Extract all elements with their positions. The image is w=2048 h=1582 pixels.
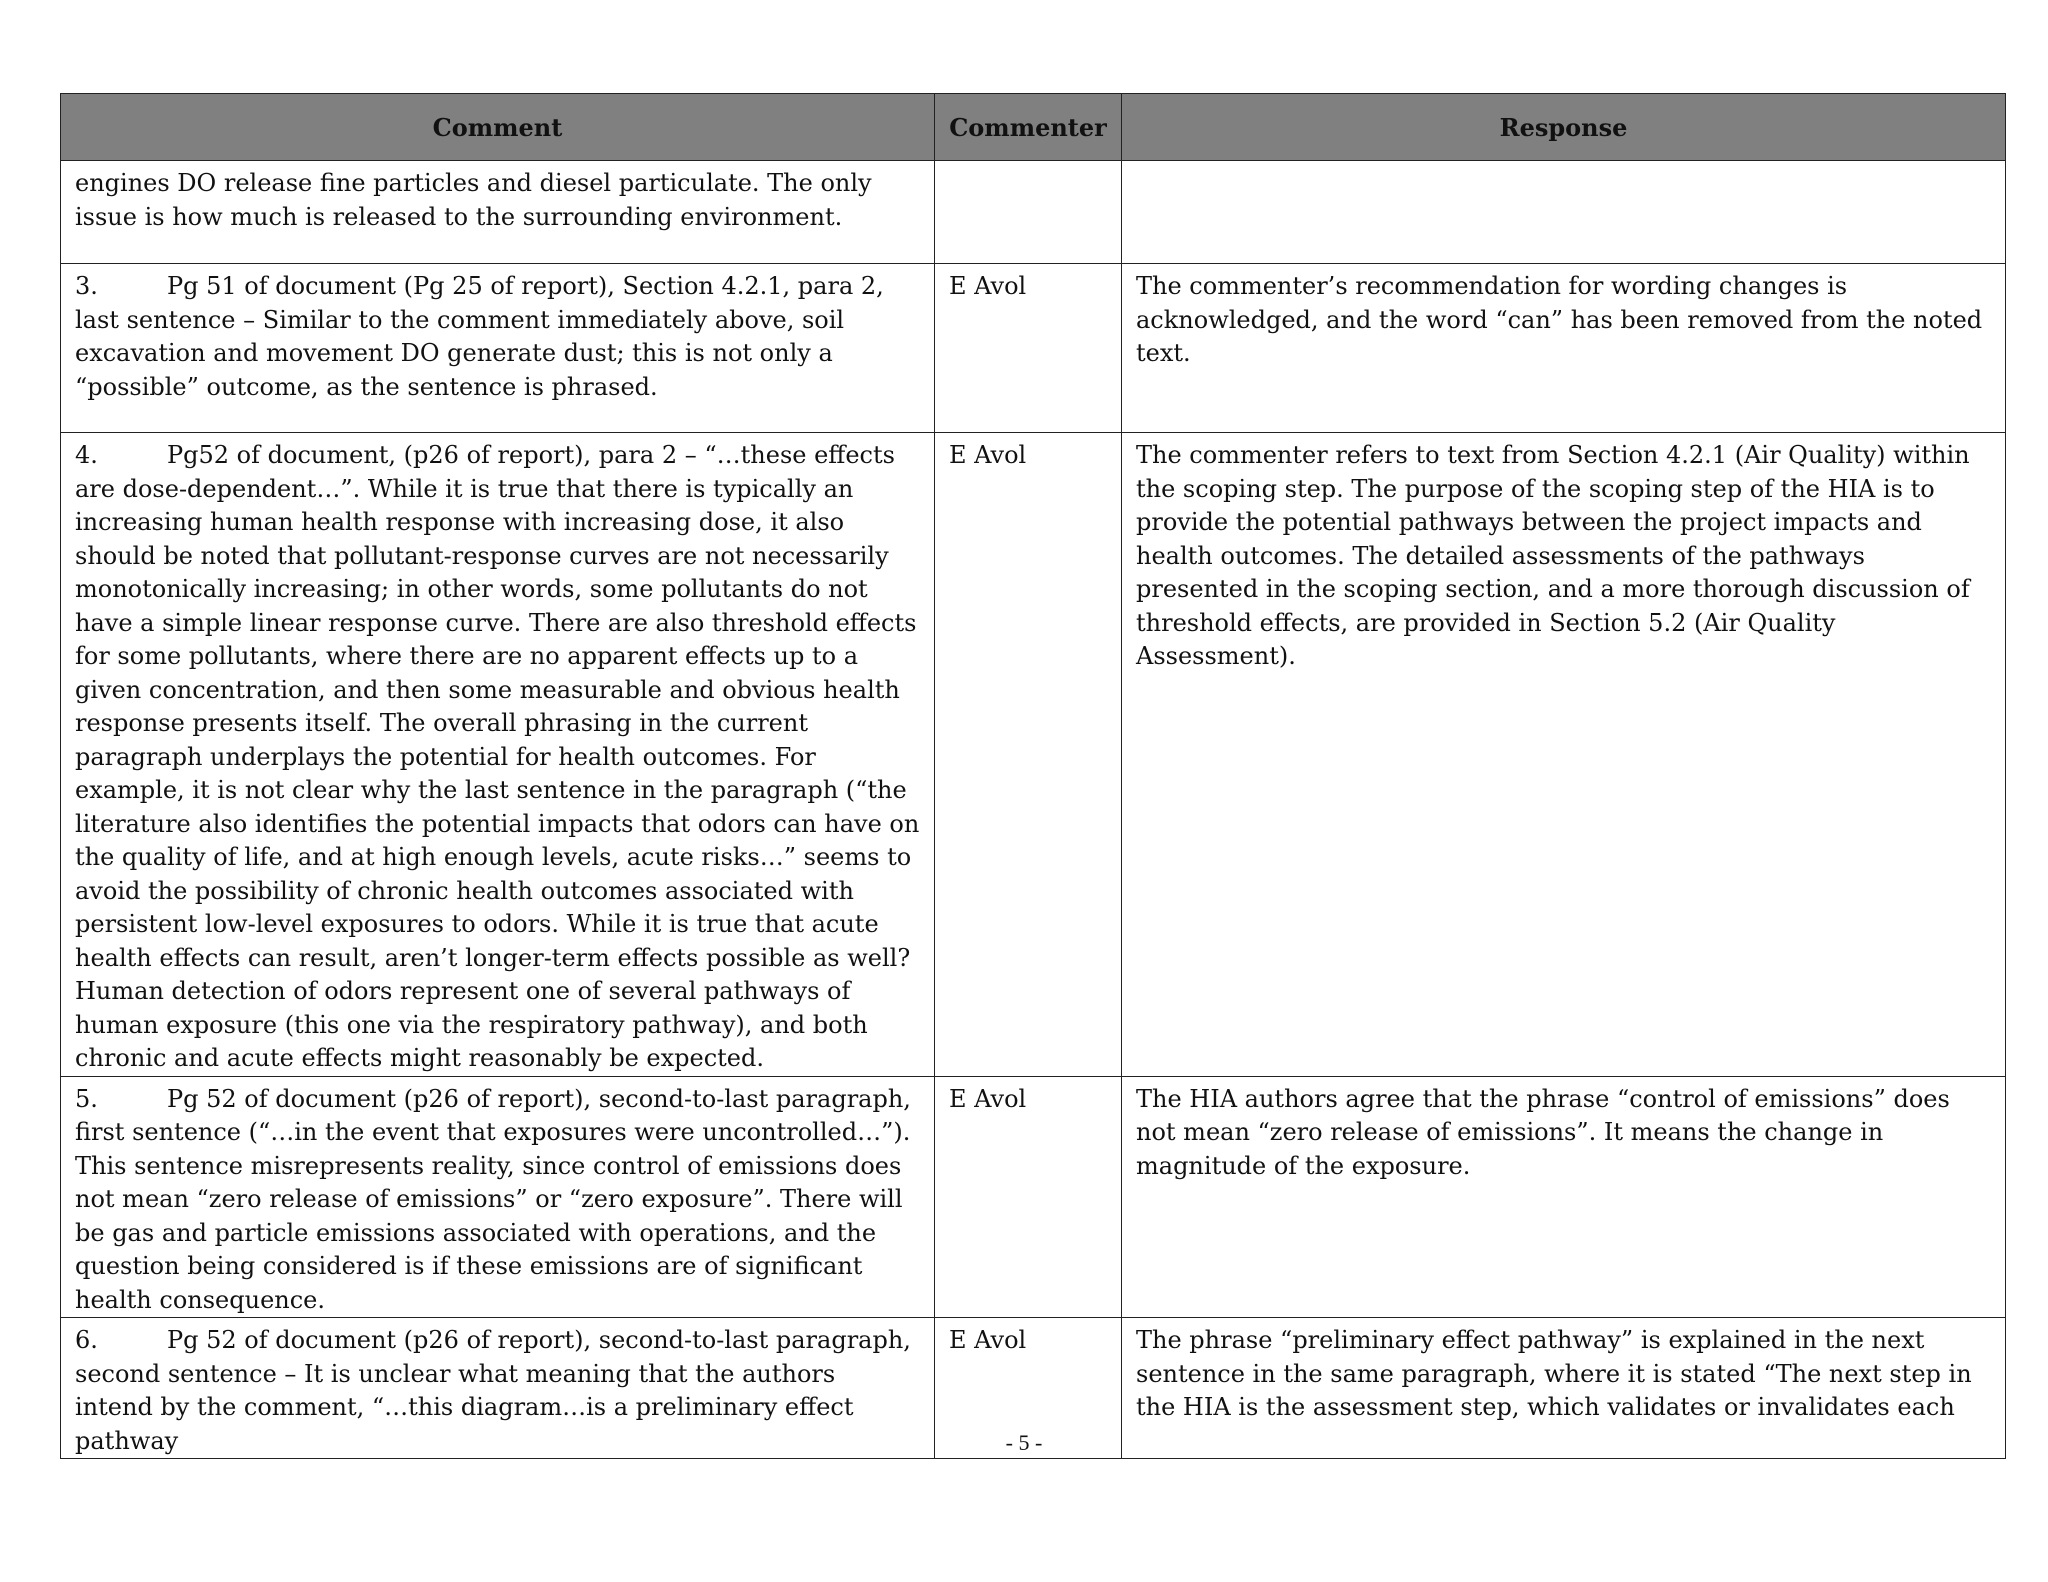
response-cell: The phrase “preliminary effect pathway” is explained in the next sentence in the same paragraph, where it is stated “The next step in the HIA is the assessment step, which validates or invalidates each bbox=[1122, 1318, 2006, 1459]
table-row bbox=[61, 264, 2006, 433]
comment-text: Pg 52 of document (p26 of report), second-to-last paragraph, second sentence – It is unclear what meaning that the authors intend by the comment, “…this diagram…is a preliminary effect pathway bbox=[75, 1326, 911, 1455]
commenter-cell: E Avol bbox=[935, 433, 1122, 1077]
response-cell: The commenter’s recommendation for wording changes is acknowledged, and the word “can” has been removed from the noted text. bbox=[1122, 264, 2006, 433]
comment-text: Pg 51 of document (Pg 25 of report), Section 4.2.1, para 2, last sentence – Similar to the comment immediately above, soil excavation and movement DO generate dust; this is not only a “possible” outcome, as the sentence is phrased. bbox=[75, 272, 884, 401]
comment-response-table bbox=[60, 93, 2006, 1459]
comment-cell bbox=[61, 264, 935, 433]
comment-cell bbox=[61, 433, 935, 1077]
response-cell: The HIA authors agree that the phrase “control of emissions” does not mean “zero release of emissions”. It means the change in magnitude of the exposure. bbox=[1122, 1076, 2006, 1318]
page-number: - 5 - bbox=[1005, 1430, 1043, 1455]
comment-cell bbox=[61, 1076, 935, 1318]
commenter-cell: E Avol bbox=[935, 1318, 1122, 1459]
comment-text: Pg 52 of document (p26 of report), second-to-last paragraph, first sentence (“…in the event that exposures were uncontrolled…”). This sentence misrepresents reality, since control of emissions does not mean “zero release of emissions” or “zero exposure”. There will be gas and particle emissions associated with operations, and the question being considered is if these emissions are of significant health consequence. bbox=[75, 1084, 911, 1314]
table-row bbox=[61, 433, 2006, 1077]
comment-number: 3. bbox=[75, 272, 98, 300]
commenter-cell: E Avol bbox=[935, 264, 1122, 433]
comment-cell bbox=[61, 161, 935, 264]
table-row bbox=[61, 161, 2006, 264]
commenter-cell bbox=[935, 161, 1122, 264]
table-row bbox=[61, 1076, 2006, 1318]
response-cell: The commenter refers to text from Section 4.2.1 (Air Quality) within the scoping step. The purpose of the scoping step of the HIA is to provide the potential pathways between the project impacts and health outcomes. The detailed assessments of the pathways presented in the scoping section, and a more thorough discussion of threshold effects, are provided in Section 5.2 (Air Quality Assessment). bbox=[1122, 433, 2006, 1077]
header-comment: Comment bbox=[61, 94, 935, 161]
comment-number: 6. bbox=[75, 1326, 98, 1354]
comment-text: engines DO release fine particles and diesel particulate. The only issue is how much is released to the surrounding environment. bbox=[75, 169, 872, 231]
comment-number: 4. bbox=[75, 441, 98, 469]
table-header-row bbox=[61, 94, 2006, 161]
header-commenter: Commenter bbox=[935, 94, 1122, 161]
header-response: Response bbox=[1122, 94, 2006, 161]
response-cell bbox=[1122, 161, 2006, 264]
commenter-cell: E Avol bbox=[935, 1076, 1122, 1318]
comment-number: 5. bbox=[75, 1084, 98, 1113]
comment-text: Pg52 of document, (p26 of report), para 2 – “…these effects are dose-dependent…”. While it is true that there is typically an increasing human health response with increasing dose, it also should be noted that pollutant-response curves are not necessarily monotonically increasing; in other words, some pollutants do not have a simple linear response curve. There are also threshold effects for some pollutants, where there are no apparent effects up to a given concentration, and then some measurable and obvious health response presents itself. The overall phrasing in the current paragraph underplays the potential for health outcomes. For example, it is not clear why the last sentence in the paragraph (“the literature also identifies the potential impacts that odors can have on the quality of life, and at high enough levels, acute risks…” seems to avoid the possibility of chronic health outcomes associated with persistent low-level exposures to odors. While it is true that acute health effects can result, aren’t longer-term effects possible as well? Human detection of odors represent one of several pathways of human exposure (this one via the respiratory pathway), and both chronic and acute effects might reasonably be expected. bbox=[75, 441, 920, 1072]
